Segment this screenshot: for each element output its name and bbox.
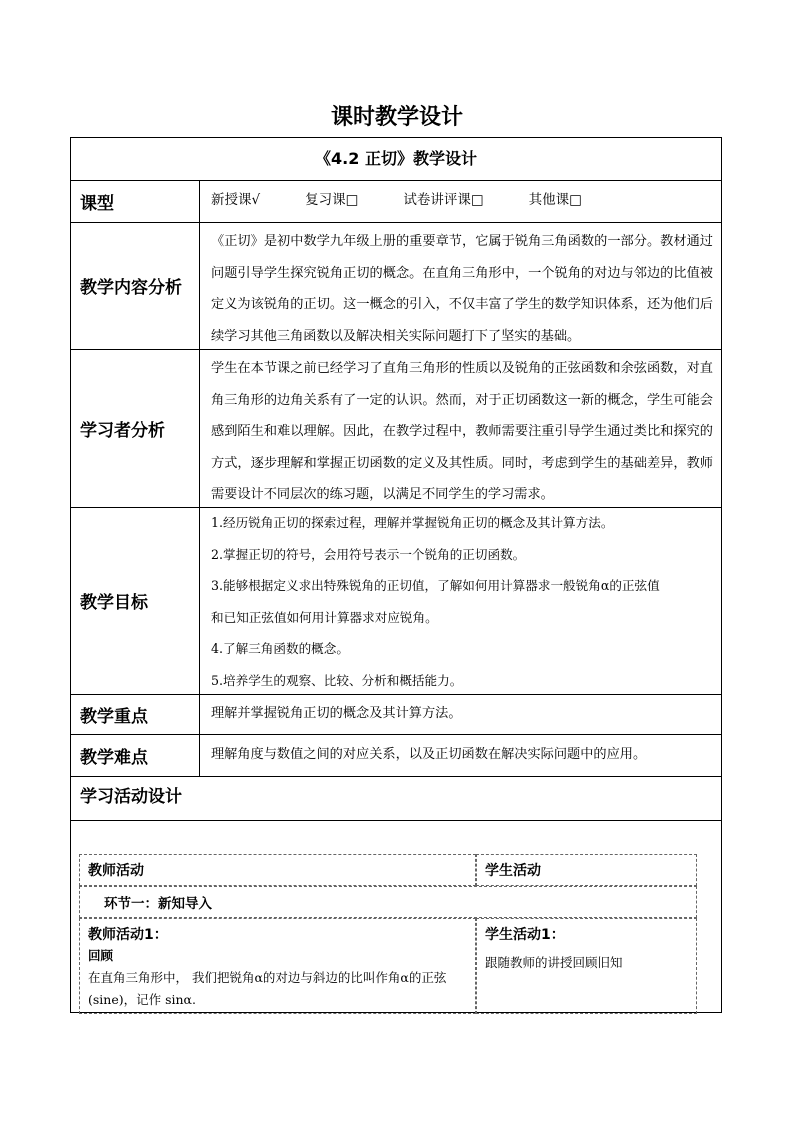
- key-points-row: [71, 694, 721, 735]
- student-activity-header: 学生活动: [476, 854, 697, 886]
- lesson-type-review[interactable]: 复习课□: [305, 192, 359, 209]
- teacher-activity-header: 教师活动: [79, 854, 476, 886]
- objective-item: 4.了解三角函数的概念。: [211, 641, 349, 656]
- key-points-label: 教学重点: [71, 694, 200, 734]
- objective-item: 和已知正弦值如何用计算器求对应锐角。: [211, 609, 438, 625]
- learner-analysis-text: 学生在本节课之前已经学习了直角三角形的性质以及锐角的正弦函数和余弦函数，对直角三角形的边角关系有了一定的认识。然而，对于正切函数这一新的概念，学生可能会感到陌生和难以理解。因此，在教学过程中，教师需要注重引导学生通过类比和探究的方式，逐步理解和掌握正切函数的定义及其性质。同时，考虑到学生的基础差异，教师需要设计不同层次的练习题，以满足不同学生的学习需求。: [211, 361, 713, 502]
- content-analysis-label: 教学内容分析: [71, 222, 200, 349]
- learner-analysis-label: 学习者分析: [71, 349, 200, 507]
- lesson-type-row: [71, 180, 721, 223]
- student-activity-title: 学生活动1：: [485, 927, 565, 943]
- objectives-list: [201, 507, 721, 694]
- objective-item: 2.掌握正切的符号，会用符号表示一个锐角的正切函数。: [211, 546, 526, 562]
- objective-item: 3.能够根据定义求出特殊锐角的正切值，了解如何用计算器求一般锐角α的正弦值: [211, 578, 660, 593]
- lesson-type-other[interactable]: 其他课□: [528, 192, 582, 209]
- subtitle-row: [71, 138, 721, 181]
- objective-item: 1.经历锐角正切的探索过程，理解并掌握锐角正切的概念及其计算方法。: [211, 515, 614, 530]
- difficulties-text: 理解角度与数值之间的对应关系，以及正切函数在解决实际问题中的应用。: [211, 747, 647, 762]
- teacher-review-label: 回顾: [88, 948, 114, 963]
- content-analysis-row: [71, 222, 721, 350]
- objectives-label: 教学目标: [71, 507, 200, 694]
- lesson-type-label: 课型: [71, 180, 200, 222]
- lesson-type-cell: [201, 180, 721, 222]
- teacher-activity-cell: [79, 918, 476, 1014]
- lesson-type-options: [201, 180, 721, 222]
- lesson-plan-table: [70, 137, 722, 1013]
- difficulties-row: [71, 734, 721, 777]
- student-activity-cell: [476, 918, 697, 1014]
- activity-design-row: [71, 776, 721, 821]
- learner-analysis-row: [71, 349, 721, 508]
- difficulties-label: 教学难点: [71, 734, 200, 776]
- objectives-row: [71, 507, 721, 695]
- key-points-text: 理解并掌握锐角正切的概念及其计算方法。: [211, 706, 462, 721]
- content-analysis-text: 《正切》是初中数学九年级上册的重要章节，它属于锐角三角函数的一部分。教材通过问题引导学生探究锐角正切的概念。在直角三角形中，一个锐角的对边与邻边的比值被定义为该锐角的正切。这一概念的引入，不仅丰富了学生的数学知识体系，还为他们后续学习其他三角函数以及解决相关实际问题打下了坚实的基础。: [211, 234, 713, 344]
- step-one-header: 环节一：新知导入: [79, 886, 697, 918]
- page-title: 课时教学设计: [330, 105, 463, 130]
- teacher-activity-text: 在直角三角形中， 我们把锐角α的对边与斜边的比叫作角α的正弦(sine)，记作 sinα.: [88, 970, 447, 1007]
- plan-subtitle: 《4.2 正切》教学设计: [315, 149, 477, 168]
- student-activity-text: 跟随教师的讲授回顾旧知: [485, 955, 623, 970]
- objective-item: 5.培养学生的观察、比较、分析和概括能力。: [211, 672, 463, 688]
- lesson-type-exam-review[interactable]: 试卷讲评课□: [403, 192, 484, 209]
- lesson-type-new[interactable]: 新授课√: [211, 192, 261, 209]
- teacher-activity-title: 教师活动1：: [88, 927, 168, 943]
- activity-design-label: 学习活动设计: [80, 787, 182, 807]
